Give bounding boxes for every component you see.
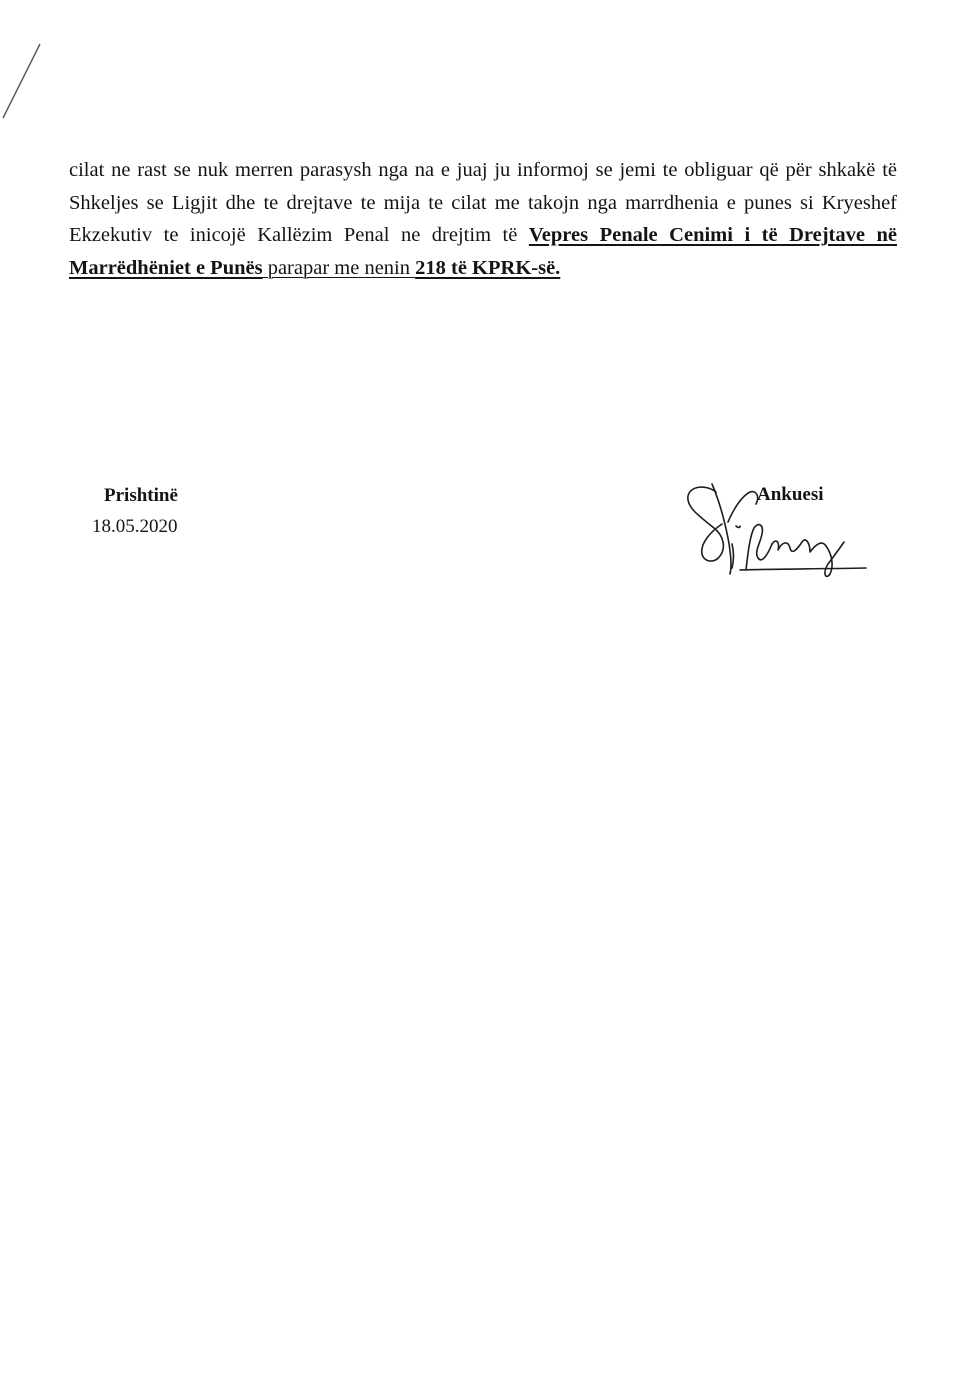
signer-label: Ankuesi — [757, 484, 824, 505]
paragraph-linking-text: parapar me nenin — [262, 256, 416, 279]
offense-name: Vepres Penale Cenimi i të Drejtave në Marrëdhëniet e Punës — [69, 224, 898, 279]
handwritten-signature — [676, 474, 876, 606]
paragraph-intro: cilat ne rast se nuk merren parasysh nga na e juaj ju informoj se jemi te obliguar që për shkakë të Shkeljes se Ligjit dhe te drejtave te mija te cilat me takojn nga marrdhenia e punes si Kryeshef Ekzekutiv te inicojë Kallëzim Penal ne drejtim të — [69, 159, 897, 246]
closing-place: Prishtinë — [104, 485, 178, 506]
closing-date: 18.05.2020 — [92, 516, 178, 537]
letter-body-paragraph — [69, 154, 897, 284]
scan-edge-mark — [0, 0, 60, 140]
article-reference: 218 të KPRK-së. — [415, 256, 561, 279]
